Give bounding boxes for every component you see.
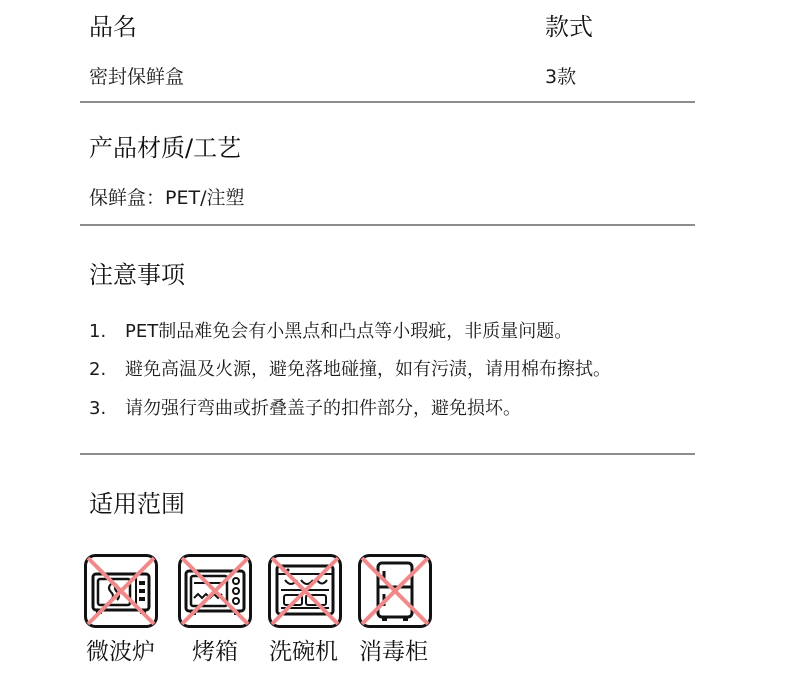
microwave-icon — [84, 554, 158, 628]
usage-label-microwave: 微波炉 — [86, 639, 155, 665]
notes-title: 注意事项 — [89, 261, 185, 289]
style-header: 款式 — [545, 13, 593, 41]
divider — [80, 453, 695, 455]
list-item — [89, 320, 572, 344]
divider — [80, 101, 695, 103]
name-header: 品名 — [89, 13, 137, 41]
list-item-number: 1. — [89, 321, 107, 342]
material-value: 保鲜盒：PET/注塑 — [89, 187, 245, 209]
list-item — [89, 397, 521, 421]
usage-title: 适用范围 — [89, 490, 185, 518]
sterilizer-cabinet-icon — [358, 554, 432, 628]
oven-icon — [178, 554, 252, 628]
list-item-number: 2. — [89, 359, 107, 380]
list-item-text: PET制品难免会有小黑点和凸点等小瑕疵，非质量问题。 — [125, 321, 573, 342]
usage-label-dishwasher: 洗碗机 — [269, 639, 338, 665]
dishwasher-icon — [268, 554, 342, 628]
list-item-text: 请勿强行弯曲或折叠盖子的扣件部分，避免损坏。 — [125, 398, 521, 419]
list-item-text: 避免高温及火源，避免落地碰撞，如有污渍，请用棉布擦拭。 — [125, 359, 611, 380]
usage-label-oven: 烤箱 — [192, 639, 238, 665]
usage-label-sterilizer: 消毒柜 — [359, 639, 428, 665]
list-item — [89, 358, 611, 382]
name-value: 密封保鲜盒 — [89, 66, 185, 88]
list-item-number: 3. — [89, 398, 107, 419]
style-value: 3款 — [545, 66, 577, 88]
divider — [80, 224, 695, 226]
material-title: 产品材质/工艺 — [89, 134, 242, 162]
